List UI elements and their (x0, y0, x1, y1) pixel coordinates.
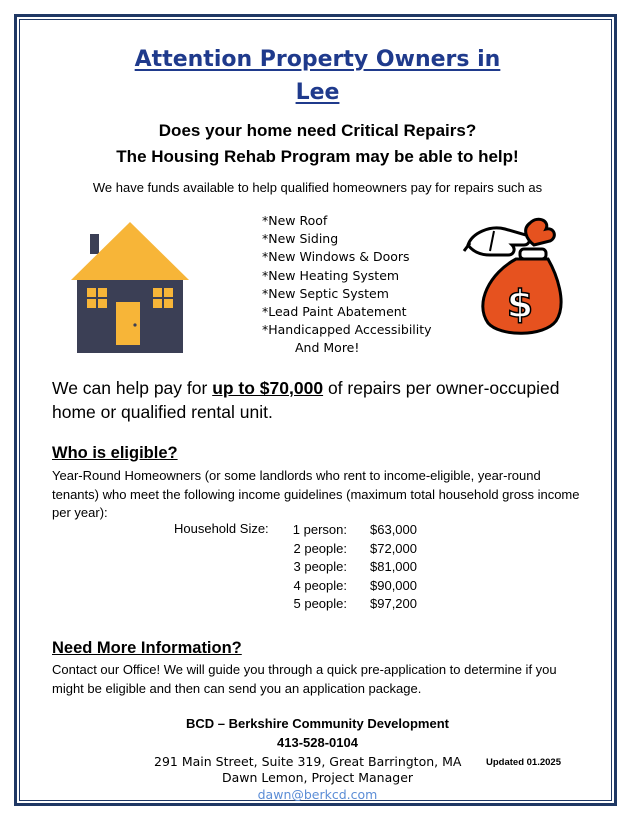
income-table (272, 521, 417, 614)
funding-suffix: of repairs per owner-occupied home or qualified rental unit. (52, 378, 560, 422)
income-limit: $90,000 (370, 577, 417, 593)
house-icon (55, 210, 210, 358)
org-address: 291 Main Street, Suite 319, Great Barrington, MA (154, 754, 462, 769)
list-item: *New Heating System (262, 267, 400, 283)
list-item: *New Siding (262, 231, 339, 247)
table-row (272, 595, 417, 614)
eligibility-text: Year-Round Homeowners (or some landlords who rent to income-eligible, year-round tenants) who meet the following income guidelines (maximum total household gross income per year): (52, 468, 580, 520)
household-size: 5 people: (293, 596, 347, 612)
org-name: BCD – Berkshire Community Development (186, 716, 449, 731)
funding-amount: up to $70,000 (212, 378, 324, 398)
list-item: *Handicapped Accessibility (262, 322, 432, 338)
svg-text:$: $ (506, 282, 534, 326)
table-row (272, 521, 417, 540)
title-line-1: Attention Property Owners in (134, 47, 501, 72)
list-item: *New Septic System (262, 285, 389, 301)
list-item: *New Roof (262, 213, 328, 228)
subheading-line-2: The Housing Rehab Program may be able to help! (116, 147, 519, 166)
eligibility-heading: Who is eligible? (52, 444, 178, 462)
income-limit: $81,000 (370, 559, 417, 575)
money-bag-icon (460, 215, 570, 337)
household-size: 3 people: (293, 559, 347, 575)
title-line-2: Lee (295, 80, 340, 105)
more-info-text: Contact our Office! We will guide you through a quick pre-application to determine if you might be eligible and then can send you an application package. (52, 662, 557, 696)
list-item: And More! (295, 340, 360, 356)
income-limit: $63,000 (370, 522, 417, 537)
household-size-label: Household Size: (174, 521, 269, 536)
table-row (272, 577, 417, 596)
funding-prefix: We can help pay for (52, 378, 213, 398)
email-link[interactable]: dawn@berkcd.com (257, 787, 378, 802)
income-limit: $97,200 (370, 596, 417, 612)
table-row (272, 558, 417, 577)
household-size: 2 people: (293, 540, 347, 556)
subheading-line-1: Does your home need Critical Repairs? (158, 121, 477, 140)
org-phone: 413-528-0104 (277, 735, 358, 750)
intro-text: We have funds available to help qualified homeowners pay for repairs such as (92, 180, 543, 195)
list-item: *Lead Paint Abatement (262, 304, 407, 320)
project-manager: Dawn Lemon, Project Manager (221, 770, 414, 785)
funding-statement (52, 376, 592, 424)
household-size: 1 person: (292, 522, 347, 537)
income-limit: $72,000 (370, 540, 417, 556)
table-row (272, 540, 417, 559)
list-item: *New Windows & Doors (262, 249, 410, 265)
repairs-list (262, 212, 432, 358)
household-size: 4 people: (293, 577, 347, 593)
more-info-heading: Need More Information? (52, 639, 242, 657)
updated-date: Updated 01.2025 (486, 757, 561, 768)
